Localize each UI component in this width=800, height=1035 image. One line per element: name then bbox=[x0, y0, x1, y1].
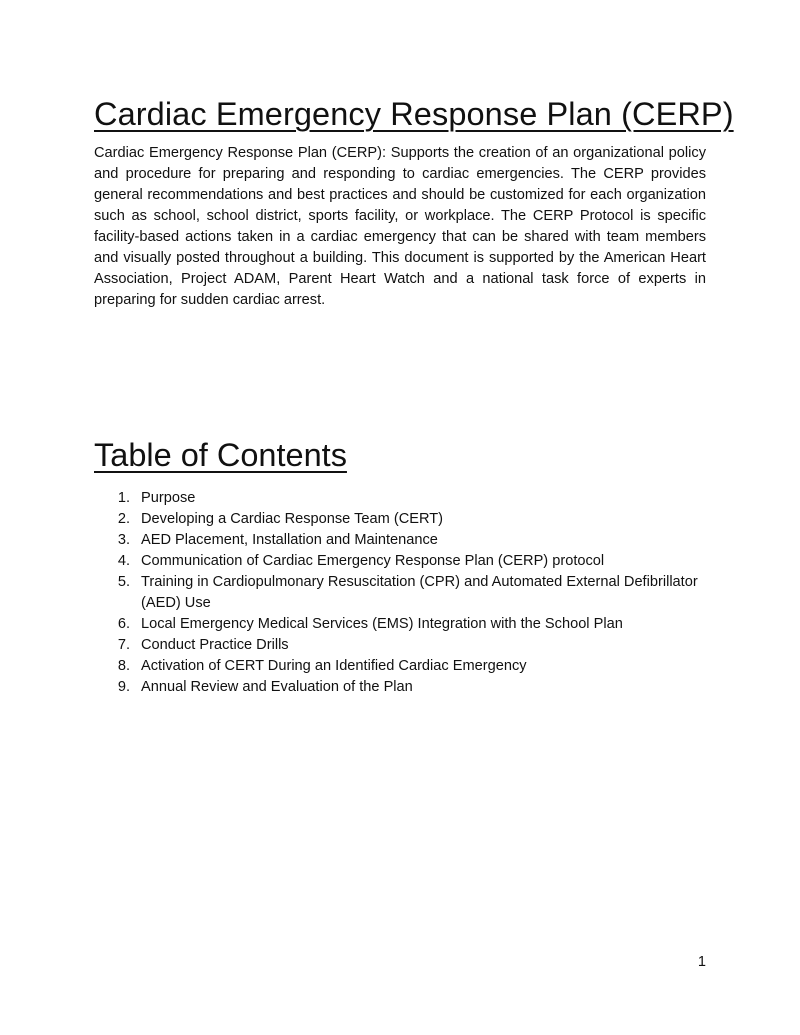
toc-item-number: 3. bbox=[117, 532, 130, 548]
toc-item-label: Purpose bbox=[141, 490, 196, 506]
toc-item-number: 9. bbox=[117, 679, 130, 695]
intro-paragraph: Cardiac Emergency Response Plan (CERP): Supports the creation of an organizational policy and procedure for preparing and responding to cardiac emergencies. The CERP provides general recommendations and best practices and should be customized for each organization such as school, school district, sports facility, or workplace. The CERP Protocol is specific facility-based actions taken in a cardiac emergency that can be shared with team members and visually posted throughout a building. This document is supported by the American Heart Association, Project ADAM, Parent Heart Watch and a national task force of experts in preparing for sudden cardiac arrest. bbox=[94, 145, 706, 308]
toc-item-number: 7. bbox=[117, 637, 130, 653]
toc-item-number: 2. bbox=[117, 511, 130, 527]
toc-item-number: 6. bbox=[117, 616, 130, 632]
toc-item-label: AED Placement, Installation and Maintenance bbox=[141, 532, 438, 548]
toc-item-label: Communication of Cardiac Emergency Response Plan (CERP) protocol bbox=[141, 553, 605, 569]
toc-item-number: 4. bbox=[117, 553, 130, 569]
toc-item bbox=[94, 572, 706, 614]
toc-item bbox=[94, 488, 706, 509]
toc-item bbox=[94, 677, 706, 698]
toc-item-number: 1. bbox=[117, 490, 130, 506]
toc-heading: Table of Contents bbox=[94, 437, 347, 473]
toc-item bbox=[94, 509, 706, 530]
toc-item bbox=[94, 530, 706, 551]
table-of-contents bbox=[94, 488, 706, 698]
toc-item-label: Training in Cardiopulmonary Resuscitation (CPR) and Automated External Defibrillator (AED) Use bbox=[141, 574, 698, 611]
toc-item bbox=[94, 635, 706, 656]
toc-item-label: Activation of CERT During an Identified Cardiac Emergency bbox=[141, 658, 527, 674]
toc-item bbox=[94, 551, 706, 572]
toc-item-number: 5. bbox=[117, 574, 130, 590]
toc-item bbox=[94, 656, 706, 677]
toc-item-label: Annual Review and Evaluation of the Plan bbox=[141, 679, 413, 695]
toc-item-label: Conduct Practice Drills bbox=[141, 637, 289, 653]
toc-item-number: 8. bbox=[117, 658, 130, 674]
toc-item bbox=[94, 614, 706, 635]
toc-item-label: Local Emergency Medical Services (EMS) Integration with the School Plan bbox=[141, 616, 623, 632]
page-title: Cardiac Emergency Response Plan (CERP) bbox=[94, 96, 734, 132]
toc-item-label: Developing a Cardiac Response Team (CERT) bbox=[141, 511, 444, 527]
page-number: 1 bbox=[697, 954, 706, 970]
